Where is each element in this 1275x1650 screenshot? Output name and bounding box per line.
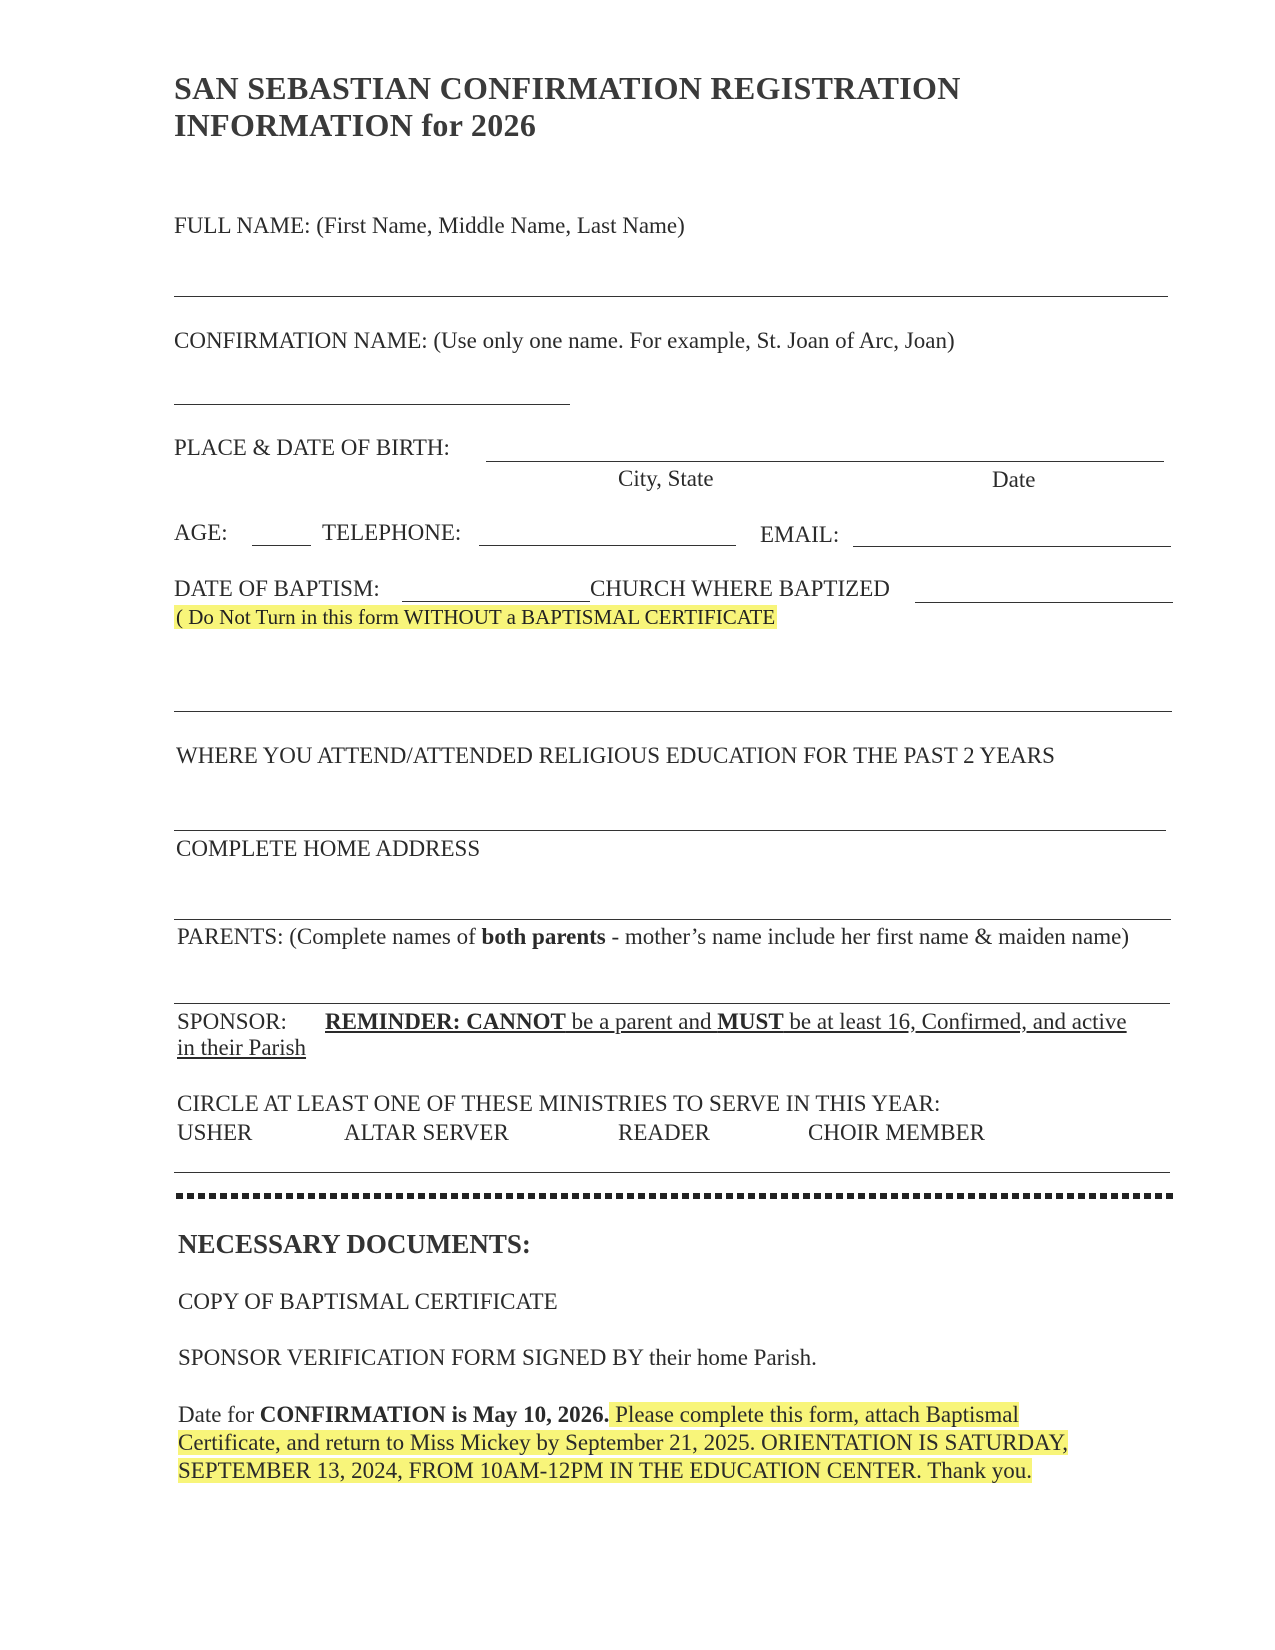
date-caption: Date — [992, 467, 1036, 492]
closing-highlight-2: Certificate, and return to Miss Mickey by September 21, 2025. ORIENTATION IS SATURDAY, — [178, 1430, 1068, 1455]
parents-label-text: PARENTS: (Complete names of — [177, 924, 482, 949]
age-field[interactable] — [252, 545, 311, 546]
ministry-reader[interactable]: READER — [618, 1120, 710, 1145]
sponsor-reminder-bold: REMINDER: CANNOT — [325, 1009, 566, 1034]
baptism-church-field[interactable] — [915, 602, 1173, 603]
closing-line1 — [178, 1401, 1019, 1429]
telephone-label: TELEPHONE: — [322, 520, 462, 545]
confirmation-name-label: CONFIRMATION NAME: (Use only one name. For example, St. Joan of Arc, Joan) — [174, 328, 955, 353]
closing-highlight-3: SEPTEMBER 13, 2024, FROM 10AM-12PM IN THE EDUCATION CENTER. Thank you. — [178, 1458, 1033, 1483]
home-address-label: COMPLETE HOME ADDRESS — [176, 836, 481, 861]
sponsor-reminder — [325, 1008, 1127, 1036]
baptism-extra-field[interactable] — [174, 711, 1172, 712]
sponsor-reminder-part1: be a parent and — [565, 1009, 718, 1034]
closing-line3 — [178, 1457, 1032, 1485]
baptism-date-label: DATE OF BAPTISM: — [174, 576, 380, 601]
baptism-church-label: CHURCH WHERE BAPTIZED — [590, 576, 890, 601]
parents-label — [177, 923, 1129, 951]
city-state-caption: City, State — [618, 466, 714, 491]
parents-label-rest: - mother’s name include her first name & maiden name) — [605, 924, 1130, 949]
home-address-field[interactable] — [174, 919, 1171, 920]
ministry-choir-member[interactable]: CHOIR MEMBER — [808, 1120, 985, 1145]
closing-prefix: Date for — [178, 1402, 260, 1427]
religious-education-label: WHERE YOU ATTEND/ATTENDED RELIGIOUS EDUCATION FOR THE PAST 2 YEARS — [176, 743, 1055, 768]
necessary-documents-heading: NECESSARY DOCUMENTS: — [178, 1229, 531, 1259]
age-label: AGE: — [174, 520, 228, 545]
religious-education-field[interactable] — [174, 830, 1166, 831]
parents-emphasis: both parents — [481, 924, 606, 949]
confirmation-date: CONFIRMATION is May 10, 2026. — [259, 1402, 610, 1427]
full-name-label: FULL NAME: (First Name, Middle Name, Last Name) — [174, 213, 685, 238]
dotted-separator — [176, 1193, 1176, 1199]
sponsor-must: MUST — [717, 1009, 784, 1034]
document-sponsor-verification: SPONSOR VERIFICATION FORM SIGNED BY their home Parish. — [178, 1345, 817, 1370]
email-label: EMAIL: — [760, 522, 840, 547]
sponsor-reminder-part2: be at least 16, Confirmed, and active — [783, 1009, 1127, 1034]
confirmation-name-field[interactable] — [174, 404, 570, 405]
sponsor-label: SPONSOR: — [177, 1009, 287, 1034]
ministry-usher[interactable]: USHER — [177, 1120, 253, 1145]
telephone-field[interactable] — [479, 545, 736, 546]
birth-field[interactable] — [486, 461, 1164, 462]
closing-line2 — [178, 1429, 1068, 1457]
parents-field[interactable] — [174, 1003, 1170, 1004]
ministries-label: CIRCLE AT LEAST ONE OF THESE MINISTRIES TO SERVE IN THIS YEAR: — [177, 1091, 941, 1116]
page-title-line1: SAN SEBASTIAN CONFIRMATION REGISTRATION — [174, 70, 961, 106]
sponsor-reminder-line2: in their Parish — [177, 1035, 307, 1060]
email-field[interactable] — [853, 546, 1171, 547]
ministry-altar-server[interactable]: ALTAR SERVER — [344, 1120, 509, 1145]
baptism-date-field[interactable] — [402, 601, 590, 602]
full-name-field[interactable] — [174, 296, 1168, 297]
document-baptismal-certificate: COPY OF BAPTISMAL CERTIFICATE — [178, 1289, 558, 1314]
page-title-line2: INFORMATION for 2026 — [174, 107, 537, 143]
baptismal-certificate-warning: ( Do Not Turn in this form WITHOUT a BAPTISMAL CERTIFICATE — [176, 605, 776, 629]
closing-highlight-1: Please complete this form, attach Baptismal — [609, 1402, 1019, 1427]
birth-label: PLACE & DATE OF BIRTH: — [174, 435, 450, 460]
ministries-field[interactable] — [174, 1172, 1170, 1173]
